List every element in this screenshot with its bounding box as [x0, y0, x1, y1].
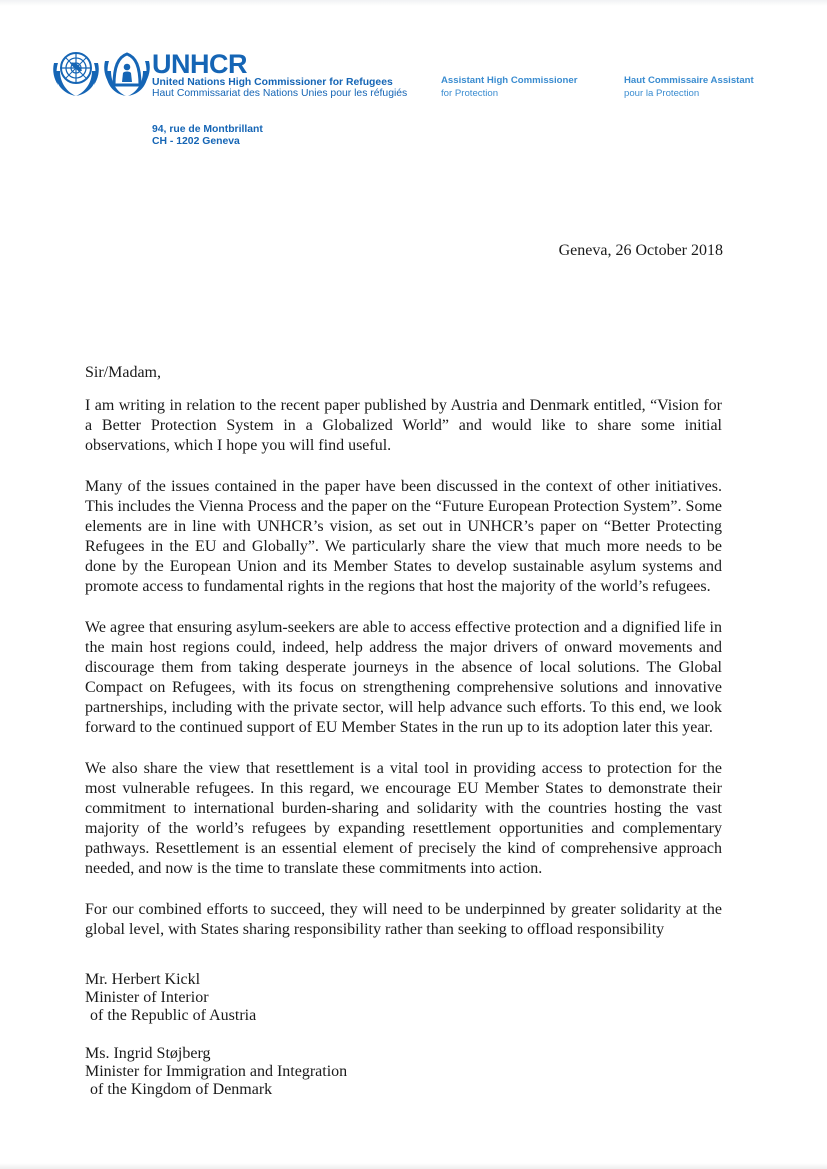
address-line-1: 94, rue de Montbrillant: [152, 124, 263, 135]
organization-address: [152, 124, 263, 148]
letterhead-logos: [52, 45, 152, 97]
org-abbreviation: UNHCR: [152, 49, 247, 79]
letter-date: Geneva, 26 October 2018: [558, 242, 723, 259]
role-en-line-1: Assistant High Commissioner: [441, 75, 578, 86]
letter-salutation: Sir/Madam,: [85, 364, 161, 381]
organization-brand: [152, 49, 412, 99]
scan-top-edge: [0, 0, 827, 6]
addressee-austria: [85, 971, 256, 1025]
role-fr-line-1: Haut Commissaire Assistant: [624, 75, 754, 86]
org-name-english: United Nations High Commissioner for Refugees: [152, 77, 393, 88]
org-name-french: Haut Commissariat des Nations Unies pour les réfugiés: [152, 88, 408, 99]
sender-role-english: [441, 74, 577, 100]
body-paragraph: We also share the view that resettlement is a vital tool in providing access to protection for the most vulnerable refugees. In this regard, we encourage EU Member States to demonstrate their commitment to international burden-sharing and solidarity with the countries hosting the vast majority of the world’s refugees by expanding resettlement opportunities and complementary pathways. Resettlement is an essential element of precisely the kind of comprehensive approach needed, and now is the time to translate these commitments into action.: [85, 760, 722, 877]
addressee-title: Minister of Interior: [85, 989, 209, 1006]
body-paragraph: I am writing in relation to the recent paper published by Austria and Denmark entitled, “Vision for a Better Protection System in a Globalized World” and would like to share some initial observations, which I hope you will find useful.: [85, 397, 722, 454]
addressee-country: of the Republic of Austria: [90, 1007, 257, 1024]
role-en-line-2: for Protection: [441, 88, 499, 99]
address-line-2: CH - 1202 Geneva: [152, 136, 240, 147]
addressee-country: of the Kingdom of Denmark: [90, 1081, 273, 1098]
sender-role-french: [624, 74, 754, 100]
body-paragraph: Many of the issues contained in the paper have been discussed in the context of other initiatives. This includes the Vienna Process and the paper on the “Future European Protection System”. Some elements are in line with UNHCR’s vision, as set out in UNHCR’s paper on “Better Protecting Refugees in the EU and Globally”. We particularly share the view that much more needs to be done by the European Union and its Member States to develop sustainable asylum systems and promote access to fundamental rights in the regions that host the majority of the world’s refugees.: [85, 478, 722, 595]
addressee-denmark: [85, 1045, 347, 1099]
body-paragraph: For our combined efforts to succeed, they will need to be underpinned by greater solidarity at the global level, with States sharing responsibility rather than seeking to offload responsibility: [85, 901, 722, 938]
letter-body: [85, 396, 722, 940]
addressee-title: Minister for Immigration and Integration: [85, 1063, 348, 1080]
role-fr-line-2: pour la Protection: [624, 88, 700, 99]
addressee-name: Ms. Ingrid Støjberg: [85, 1045, 211, 1062]
unhcr-emblem-icon: [104, 54, 150, 96]
scan-bottom-edge: [0, 1163, 827, 1169]
un-emblem-icon: [53, 53, 99, 96]
body-paragraph: We agree that ensuring asylum-seekers are able to access effective protection and a dignified life in the main host regions could, indeed, help address the major drivers of onward movements and discourage them from taking desperate journeys in the absence of local solutions. The Global Compact on Refugees, with its focus on strengthening comprehensive solutions and innovative partnerships, including with the private sector, will help advance such efforts. To this end, we look forward to the continued support of EU Member States in the run up to its adoption later this year.: [85, 619, 722, 736]
addressee-name: Mr. Herbert Kickl: [85, 971, 201, 988]
